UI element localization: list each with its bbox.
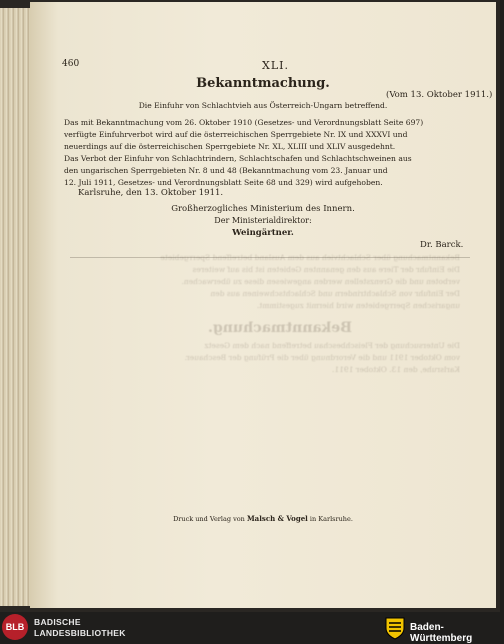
page-edges (0, 8, 31, 606)
director-title: Der Ministerialdirektor: (214, 216, 312, 225)
countersignatory: Dr. Barck. (420, 240, 464, 250)
blb-logo[interactable]: BLB (2, 614, 28, 640)
library-name (34, 617, 126, 639)
printer-name: Malsch & Vogel (246, 514, 308, 523)
printer-prefix: Druck und Verlag von (173, 515, 245, 523)
document-title: Bekanntmachung. (196, 76, 330, 91)
subject-line: Die Einfuhr von Schlachtvieh aus Österreich-Ungarn betreffend. (138, 101, 388, 110)
printer-suffix: in Karlsruhe. (309, 515, 353, 523)
paragraph-line: Das mit Bekanntmachung vom 26. Oktober 1910 (Gesetzes- und Verordnungsblatt Seite 697) (64, 118, 424, 127)
divider (70, 257, 470, 258)
paragraph-line: 12. Juli 1911, Gesetzes- und Verordnungsblatt Seite 68 und 329) wird aufgehoben. (64, 178, 383, 188)
paragraph-1 (64, 117, 464, 153)
library-line-1: BADISCHE (34, 617, 81, 627)
footer-bar (0, 612, 504, 644)
ministry-name: Großherzogliches Ministerium des Innern. (171, 204, 355, 214)
date-note: (Vom 13. Oktober 1911.) (386, 90, 493, 100)
paragraph-line: Das Verbot der Einfuhr von Schlachtrindern, Schlachtschafen und Schlachtschweinen aus (64, 154, 412, 163)
printer-imprint (30, 514, 496, 523)
document-page (30, 2, 496, 608)
state-name: Baden-Württemberg (410, 622, 473, 644)
page-number: 460 (62, 59, 80, 69)
paragraph-line: neuerdings auf die österreichischen Sperrgebiete Nr. XL, XLIII und XLIV ausgedehnt. (64, 142, 396, 152)
section-number: XLI. (262, 59, 289, 72)
paragraph-2 (64, 153, 464, 189)
bleed-through-text: Bekanntmachung über Schlachtvieh aus dem Ausland betreffend Sperrgebiete Die Einfuhr der Tiere aus den genannten Gebieten ist bis auf weiteres verboten und die Grenzstellen werden angewiesen diese zu überwachen. Der Einfuhr von Schlachtrindern und Schlachtschweinen aus den ungarischen Sperrgebieten wird hiermit zugestimmt. Bekanntmachung. Die Untersuchung der Fleischbeschau betreffend nach dem Gesetz vom Oktober 1911 und die Verordnung über die Prüfung der Beschauer. Karlsruhe, den 13. Oktober 1911. (160, 253, 460, 374)
paragraph-line: verfügte Einfuhrverbot wird auf die österreichischen Sperrgebiete Nr. IX und XXXVI und (64, 130, 408, 140)
signatory: Weingärtner. (232, 228, 294, 238)
place-date: Karlsruhe, den 13. Oktober 1911. (78, 188, 224, 198)
library-line-2: LANDESBIBLIOTHEK (34, 628, 126, 638)
coat-of-arms-icon (384, 616, 406, 640)
paragraph-line: den ungarischen Sperrgebieten Nr. 8 und 48 (Bekanntmachung vom 23. Januar und (64, 166, 388, 176)
